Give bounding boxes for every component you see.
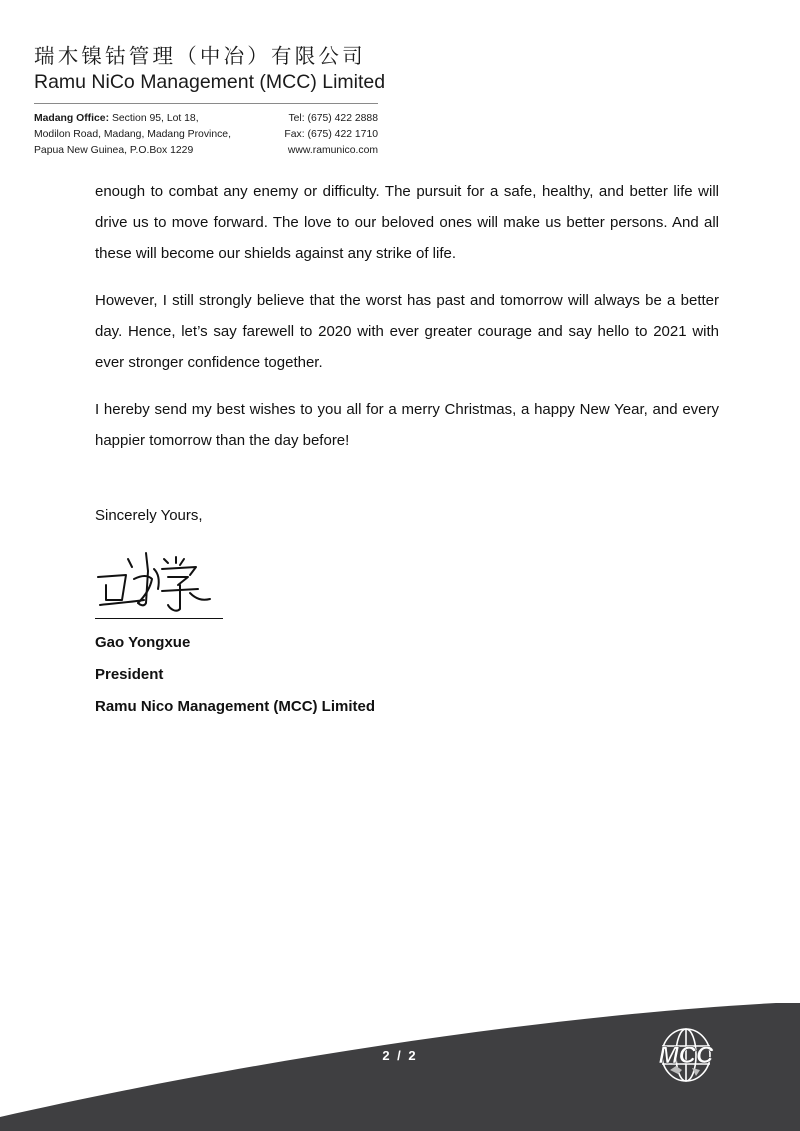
paragraph-text: I hereby send my best wishes to you all for a merry Christmas, a happy New Year, and every happier tomorrow than the day before!	[95, 401, 719, 449]
company-name-chinese: 瑞木镍钴管理（中冶）有限公司	[34, 44, 366, 68]
letter-paragraph-3	[95, 394, 719, 456]
letterhead-divider	[34, 103, 378, 104]
signature-block	[95, 627, 375, 723]
telephone: Tel: (675) 422 2888	[288, 113, 378, 124]
letter-paragraph-2	[95, 285, 719, 378]
letter-closing: Sincerely Yours,	[95, 507, 203, 524]
contact-info	[284, 111, 378, 159]
signer-name: Gao Yongxue	[95, 634, 191, 651]
signer-company: Ramu Nico Management (MCC) Limited	[95, 698, 376, 715]
paragraph-text: However, I still strongly believe that the worst has past and tomorrow will always be a better day. Hence, let’s say farewell to 2020 with ever greater courage and say hello to 2021 with ever stronger confidence together.	[95, 292, 719, 371]
letter-paragraph-1	[95, 176, 719, 269]
office-label: Madang Office:	[34, 113, 110, 124]
address-line-3: Papua New Guinea, P.O.Box 1229	[34, 145, 194, 156]
mcc-globe-logo-icon	[642, 1026, 730, 1084]
signature-line	[95, 618, 223, 619]
letterhead	[34, 44, 386, 94]
address-line-2: Modilon Road, Madang, Madang Province,	[34, 129, 231, 140]
company-name-english: Ramu NiCo Management (MCC) Limited	[34, 71, 386, 93]
handwritten-signature	[92, 545, 222, 617]
office-address	[34, 111, 231, 159]
signer-title: President	[95, 666, 164, 683]
paragraph-text: enough to combat any enemy or difficulty. The pursuit for a safe, healthy, and better life will drive us to move forward. The love to our beloved ones will make us better persons. And all these will become our shields against any strike of life.	[95, 183, 719, 262]
logo-text: MCC	[658, 1042, 714, 1069]
fax: Fax: (675) 422 1710	[284, 129, 378, 140]
website-link[interactable]: www.ramunico.com	[287, 145, 378, 156]
address-line-1: Section 95, Lot 18,	[109, 113, 199, 124]
page-number: 2 / 2	[382, 1048, 418, 1063]
